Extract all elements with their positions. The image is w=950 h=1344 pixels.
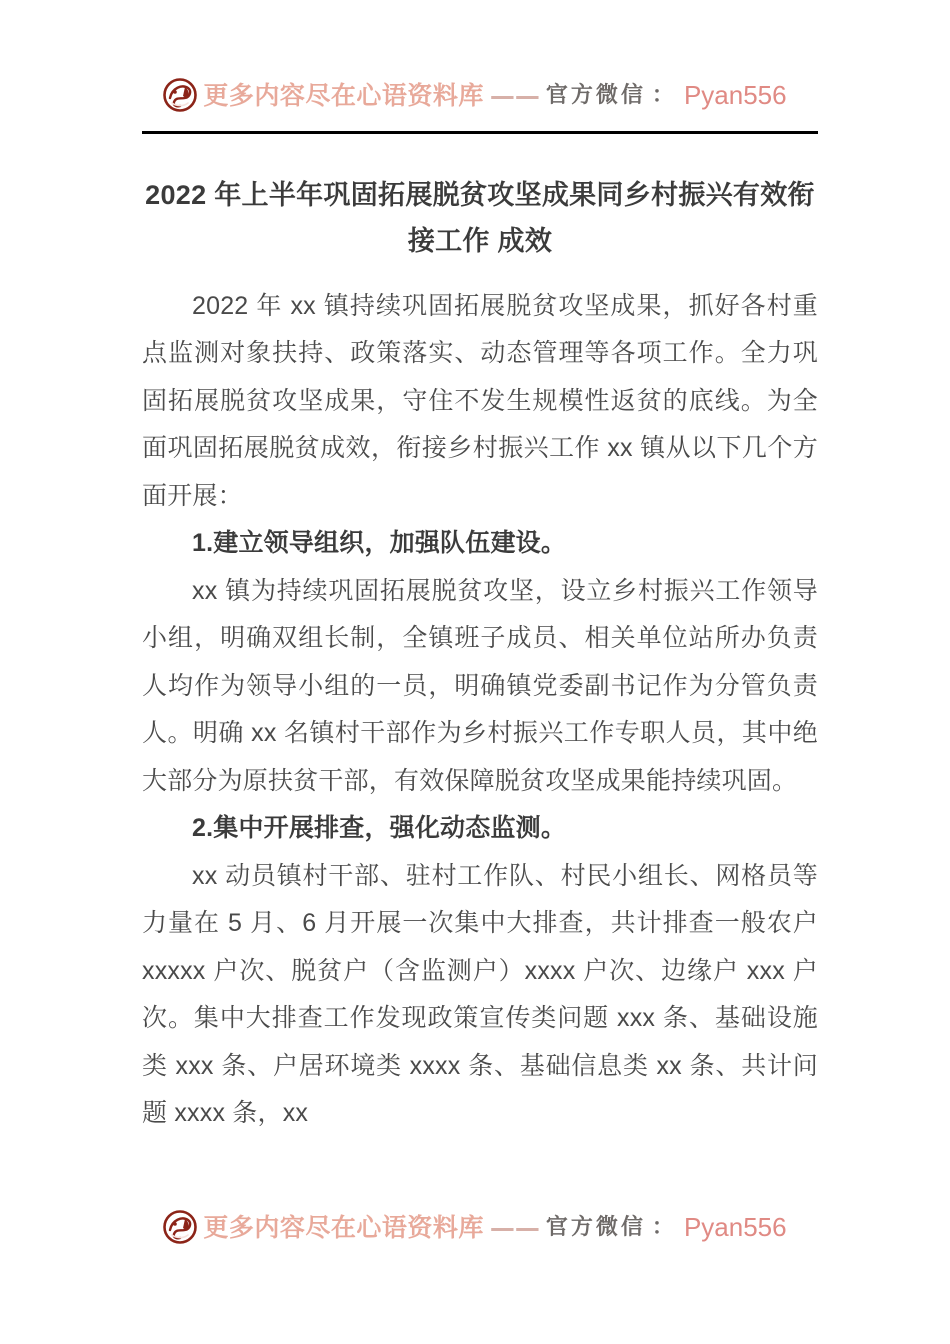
body-paragraph-1: 2022 年 xx 镇持续巩固拓展脱贫攻坚成果，抓好各村重点监测对象扶持、政策落实、动态管理等各项工作。全力巩固拓展脱贫攻坚成果，守住不发生规模性返贫的底线。为全面巩固拓展脱贫成效，衔接乡村振兴工作 xx 镇从以下几个方面开展： bbox=[142, 291, 818, 510]
watermark-wechat-label: 官方微信 bbox=[545, 1214, 646, 1240]
page-title bbox=[142, 172, 818, 265]
xinyu-circular-logo-icon bbox=[163, 78, 197, 112]
body-paragraph-3: xx 动员镇村干部、驻村工作队、村民小组长、网格员等力量在 5 月、6 月开展一次集中大排查，共计排查一般农户 xxxxx 户次、脱贫户（含监测户）xxxx 户次、边缘户 xxx 户次。集中大排查工作发现政策宣传类问题 xxx 条、基础设施类 xxx 条、户居环境类 xxxx 条、基础信息类 xx 条、共计问题 xxxx 条，xx bbox=[142, 861, 818, 1128]
header-divider bbox=[142, 131, 818, 134]
header-watermark bbox=[0, 78, 950, 112]
watermark-cn-text: 更多内容尽在心语资料库 bbox=[203, 80, 484, 110]
section-heading-2: 2.集中开展排查，强化动态监测。 bbox=[192, 814, 567, 843]
section-heading-1: 1.建立领导组织，加强队伍建设。 bbox=[192, 529, 567, 558]
footer-watermark bbox=[0, 1210, 950, 1244]
watermark-colon: ： bbox=[651, 1214, 674, 1240]
xinyu-circular-logo-icon bbox=[163, 1210, 197, 1244]
watermark-wechat-id: Pyan556 bbox=[683, 1212, 787, 1242]
watermark-wechat-label: 官方微信 bbox=[545, 82, 646, 108]
watermark-dash: —— bbox=[489, 1212, 540, 1242]
watermark-wechat-id: Pyan556 bbox=[683, 80, 787, 110]
watermark-dash: —— bbox=[489, 80, 540, 110]
page-title-line-1: 2022 年上半年巩固拓展脱贫攻坚成果同乡村振兴有效衔接工作 bbox=[145, 180, 815, 257]
watermark-cn-text: 更多内容尽在心语资料库 bbox=[203, 1212, 484, 1242]
document-content bbox=[142, 172, 818, 1138]
watermark-colon: ： bbox=[651, 82, 674, 108]
page-title-line-2: 成效 bbox=[497, 226, 553, 257]
body-paragraph-2: xx 镇为持续巩固拓展脱贫攻坚，设立乡村振兴工作领导小组，明确双组长制，全镇班子成员、相关单位站所办负责人均作为领导小组的一员，明确镇党委副书记作为分管负责人。明确 xx 名镇村干部作为乡村振兴工作专职人员，其中绝大部分为原扶贫干部，有效保障脱贫攻坚成果能持续巩固。 bbox=[142, 576, 818, 795]
